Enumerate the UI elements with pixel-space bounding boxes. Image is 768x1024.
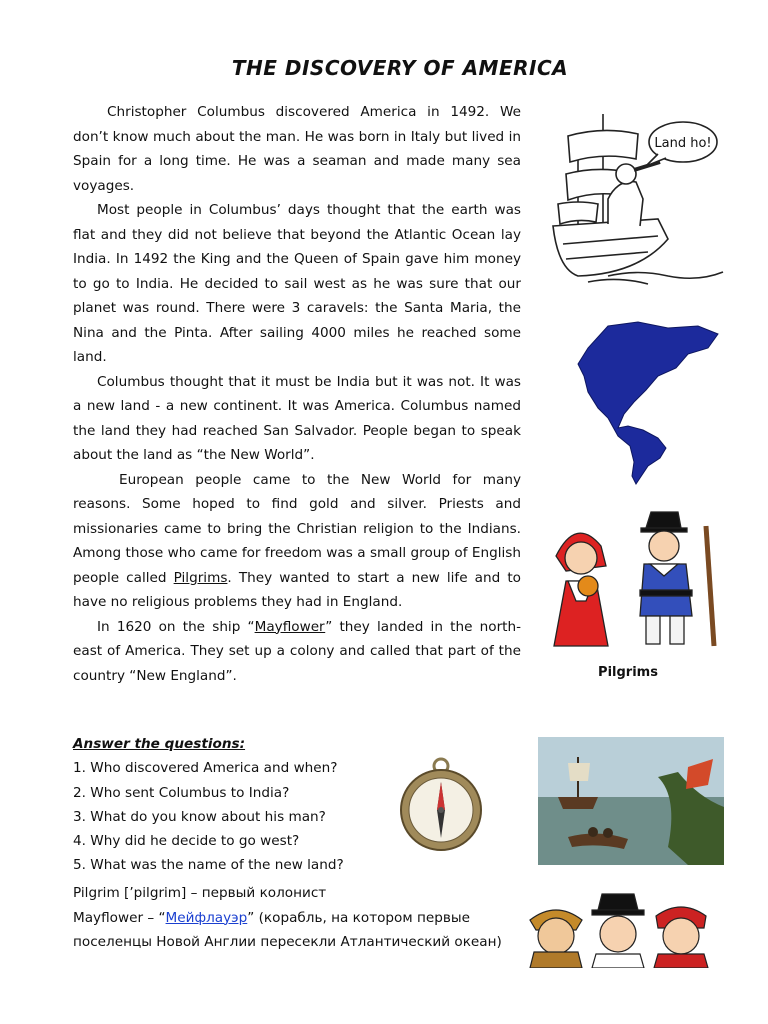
americas-map-image	[548, 318, 728, 488]
vocab-mayflower	[73, 906, 543, 931]
paragraph-4-start: European people came to the New World for many reasons. Some hoped to find gold and silver. Priests and missionaries came to bring the Christian religion to the Indians. Among those who came for freedom was a small group of English people called	[73, 471, 521, 586]
landing-painting-image	[538, 737, 724, 865]
reading-text	[73, 100, 521, 688]
page-title: THE DISCOVERY OF AMERICA	[231, 56, 569, 80]
question-item: 5. What was the name of the new land?	[73, 857, 344, 874]
vocab-mayflower-start: Mayflower – “	[73, 909, 166, 926]
paragraph-4	[73, 468, 521, 615]
pilgrims-term: Pilgrims	[173, 569, 228, 586]
paragraph-1: Christopher Columbus discovered America in 1492. We don’t know much about the man. He was born in Italy but lived in Spain for a long time. He was a seaman and made many sea voyages.	[73, 104, 521, 194]
paragraph-3: Columbus thought that it must be India but it was not. It was a new land - a new continent. It was America. Columbus named the land they had reached San Salvador. People began to speak about the land as “the New World”.	[73, 373, 521, 463]
pilgrims-caption: Pilgrims	[598, 665, 658, 680]
questions-heading: Answer the questions:	[73, 736, 246, 752]
mayflower-term: Mayflower	[254, 618, 326, 635]
vocab-mayflower-cont: поселенцы Новой Англии пересекли Атлантический океан)	[73, 934, 502, 950]
paragraph-5	[73, 615, 521, 689]
question-item: 2. Who sent Columbus to India?	[73, 784, 290, 801]
vocabulary-section	[73, 881, 543, 955]
ship-speech-text: Land ho!	[654, 136, 712, 151]
paragraph-4-end: . They wanted to start a new life and to have no religious problems they had in England.	[73, 569, 521, 610]
pilgrim-children-image	[526, 890, 712, 968]
question-item: 1. Who discovered America and when?	[73, 760, 338, 777]
vocab-pilgrim: Pilgrim [’pilgrim] – первый колонист	[73, 885, 327, 901]
pilgrims-cartoon-image	[546, 506, 726, 656]
paragraph-2: Most people in Columbus’ days thought that the earth was flat and they did not believe that beyond the Atlantic Ocean lay India. In 1492 the King and the Queen of Spain gave him money to go to India. He decided to sail west as he was sure that our planet was round. There were 3 caravels: the Santa Maria, the Nina and the Pinta. After sailing 4000 miles he reached some land.	[73, 202, 521, 365]
question-item: 3. What do you know about his man?	[73, 808, 326, 825]
question-item: 4. Why did he decide to go west?	[73, 833, 300, 850]
mayflower-link[interactable]: Мейфлауэр	[165, 909, 248, 926]
paragraph-5-start: In 1620 on the ship “	[97, 618, 255, 635]
vocab-mayflower-end: ” (корабль, на котором первые	[247, 909, 470, 926]
questions-section	[73, 732, 393, 878]
ship-cartoon-image	[548, 104, 728, 289]
paragraph-5-end: ” they landed in the north-east of America. They set up a colony and called that part of the country “New England”.	[73, 618, 522, 684]
compass-image	[395, 754, 495, 854]
